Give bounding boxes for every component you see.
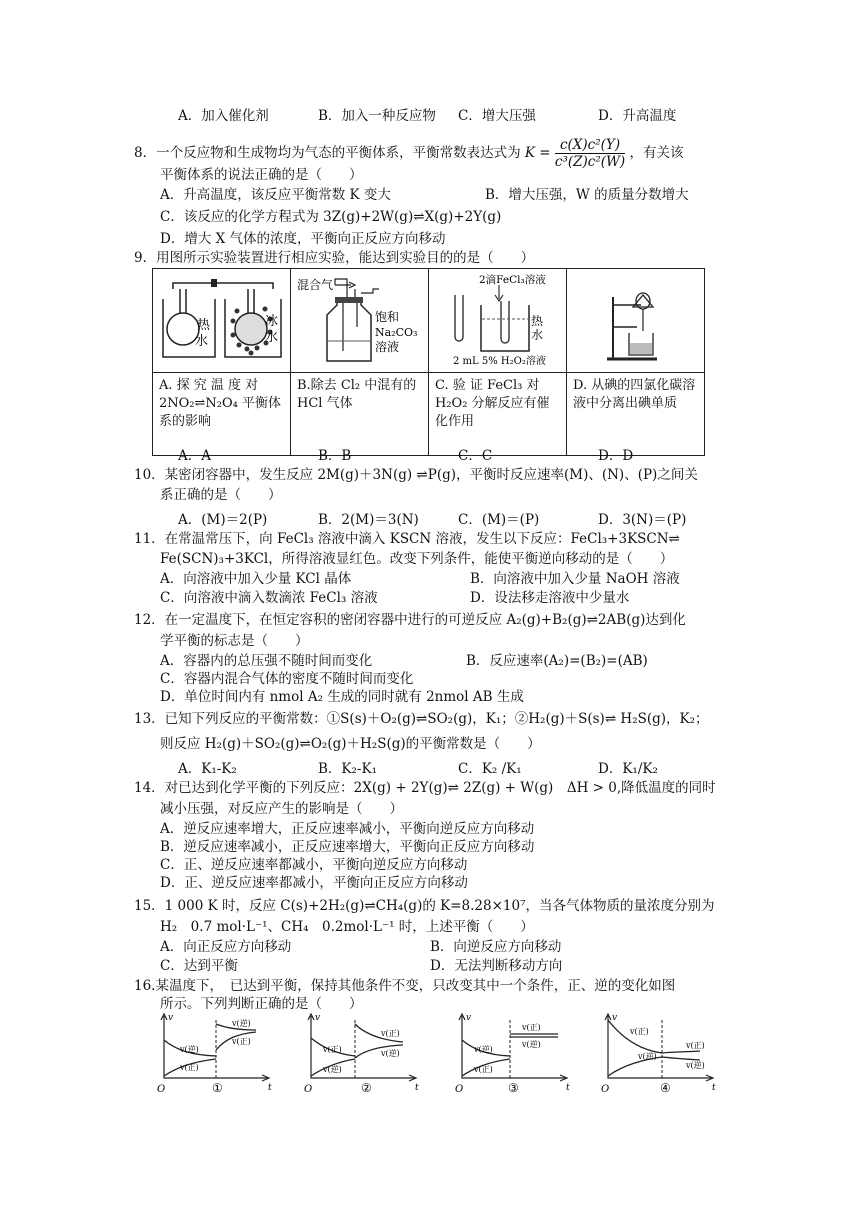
q11-option-d: D．设法移走溶液中少量水 [470,590,630,606]
q11-stem-line2: Fe(SCN)₃+3KCl，所得溶液显红色。改变下列条件，能使平衡逆向移动的是（ ） [160,551,674,567]
q11-option-b: B．向溶液中加入少量 NaOH 溶液 [470,571,680,587]
q9-stem: 9．用图所示实验装置进行相应实验，能达到实验目的的是（ ） [134,250,535,266]
graph-2-v-axis: v [315,1013,321,1023]
graph-4-fwd: v(正) [630,1027,649,1036]
graph-3-number: ③ [508,1081,519,1095]
label-b-solution: 溶液 [375,340,400,354]
rate-graph-4 [600,1010,725,1095]
graph-4-number: ④ [660,1081,671,1095]
q11-option-c: C．向溶液中滴入数滴浓 FeCl₃ 溶液 [160,590,378,606]
q13-stem-line1: 13．已知下列反应的平衡常数：①S(s)＋O₂(g)⇌SO₂(g)，K₁；②H₂(g)＋S(s)⇌ H₂S(g)，K₂； [134,711,709,727]
q14-option-d: D．正、逆反应速率都减小，平衡向正反应方向移动 [160,875,468,891]
rate-graph-2 [303,1010,428,1095]
q13-option-c: C．K₂ /K₁ [458,761,522,777]
q9-experiment-table [152,268,705,456]
q14-option-a: A．逆反应速率增大，正反应速率减小，平衡向逆反应方向移动 [160,821,535,837]
graph-1-rev-after: v(逆) [232,1019,251,1028]
graph-1-rev: v(逆) [180,1045,199,1054]
graph-1-fwd: v(正) [180,1063,199,1072]
apparatus-b-figure [291,269,428,368]
graph-4-origin: O [601,1084,610,1095]
graph-3-t-axis: t [566,1083,570,1093]
q13-option-d: D．K₁/K₂ [598,761,658,777]
graph-4-fwd-after: v(正) [686,1041,705,1050]
q13-options [178,757,738,777]
q15-option-b: B．向逆反应方向移动 [430,939,562,955]
graph-2-number: ② [361,1081,372,1095]
q8-stem-line2: 平衡体系的说法正确的是（ ） [160,167,363,183]
apparatus-c-figure [429,269,566,368]
rate-graph-1 [156,1010,281,1095]
graph-3-v-axis: v [466,1013,472,1023]
q13-stem-line2: 则反应 H₂(g)＋SO₂(g)⇌O₂(g)＋H₂S(g)的平衡常数是（ ） [160,736,541,752]
q9-figure-c [429,269,567,373]
q10-stem-line2: 系正确的是（ ） [160,487,282,503]
q16-stem-line1: 16.某温度下， 已达到平衡，保持其他条件不变，只改变其中一个条件，正、逆的变化如图 [134,978,676,994]
q8-option-a: A．升高温度，该反应平衡常数 K 变大 [160,187,391,203]
q12-option-d: D．单位时间内有 nmol A₂ 生成的同时就有 2nmol AB 生成 [160,689,524,705]
q10-option-b: B．2(M)＝3(N) [318,512,419,528]
q9-caption-c: C. 验 证 FeCl₃ 对 H₂O₂ 分解反应有催化作用 [429,373,567,456]
q7-option-b: B．加入一种反应物 [318,108,436,124]
q8-denominator: c³(Z)c²(W) [554,154,626,170]
q8-stem-text: 8．一个反应物和生成物均为气态的平衡体系，平衡常数表达式为 [134,145,521,161]
label-a-ice-2: 水 [265,330,279,345]
graph-1-v-axis: v [168,1013,174,1023]
label-b-na2co3: Na₂CO₃ [375,326,418,339]
q14-stem-line2: 减小压强，对反应产生的影响是（ ） [160,801,403,817]
graph-2-origin: O [304,1084,313,1095]
q15-stem-line1: 15．1 000 K 时，反应 C(s)+2H₂(g)⇌CH₄(g)的 K=8.28×10⁷，当各气体物质的量浓度分别为 [134,898,715,914]
label-c-h2o2: 2 mL 5% H₂O₂溶液 [453,356,546,367]
q13-option-a: A．K₁-K₂ [178,761,237,777]
q14-option-c: C．正、逆反应速率都减小，平衡向逆反应方向移动 [160,857,468,873]
q10-options [178,508,738,528]
graph-4-v-axis: v [612,1013,618,1023]
label-a-hot-1: 热 [197,318,211,333]
q11-option-a: A．向溶液中加入少量 KCl 晶体 [160,571,352,587]
q9-caption-a: A. 探 究 温 度 对 2NO₂⇌N₂O₄ 平衡体系的影响 [153,373,291,456]
q12-stem-line1: 12．在一定温度下，在恒定容积的密闭容器中进行的可逆反应 A₂(g)+B₂(g)⇌2AB(g)达到化 [134,612,686,628]
graph-2-t-axis: t [415,1083,419,1093]
label-c-hot-2: 水 [531,328,544,342]
q15-stem-line2: H₂ 0.7 mol·L⁻¹、CH₄ 0.2mol·L⁻¹ 时，上述平衡（ ） [160,919,534,935]
label-c-drop: 2滴FeCl₃溶液 [479,274,546,286]
q9-figure-b [291,269,429,373]
q10-option-a: A．(M)＝2(P) [178,512,268,528]
q16-stem-line2: 所示。下列判断正确的是（ ） [160,996,363,1012]
q7-options [178,104,738,124]
graph-3-rev: v(逆) [474,1045,493,1054]
graph-3-rev-after: v(逆) [522,1040,541,1049]
q14-option-b: B．逆反应速率减小，正反应速率增大，平衡向正反应方向移动 [160,839,535,855]
q9-option-d: D．D [598,448,634,464]
q10-option-c: C．(M)＝(P) [458,512,540,528]
graph-2-fwd: v(正) [323,1045,342,1054]
label-a-ice-1: 冰 [265,314,279,329]
q12-option-b: B．反应速率(A₂)=(B₂)=(AB) [466,653,648,669]
graph-4-rev-after: v(逆) [686,1061,705,1070]
q10-stem-line1: 10．某密闭容器中，发生反应 2M(g)＋3N(g) ⇌P(g)，平衡时反应速率(M)、(N)、(P)之间关 [134,467,698,483]
label-a-hot-2: 水 [195,334,209,349]
q7-option-c: C．增大压强 [458,108,536,124]
q9-option-b: B．B [318,448,352,464]
q9-caption-d: D. 从碘的四氯化碳溶液中分离出碘单质 [567,373,705,456]
q8-k-label: K = [524,145,551,161]
q9-options [178,444,738,464]
q9-figure-a [153,269,291,373]
q11-stem-line1: 11．在常温常压下，向 FeCl₃ 溶液中滴入 KSCN 溶液，发生以下反应：FeCl₃+3KSCN⇌ [134,531,680,547]
q9-option-c: C．C [458,448,493,464]
q9-figure-d [567,269,705,373]
q15-option-d: D．无法判断移动方向 [430,958,563,974]
q12-stem-line2: 学平衡的标志是（ ） [160,633,309,649]
q9-caption-b: B.除去 Cl₂ 中混有的 HCl 气体 [291,373,429,456]
q8-k-fraction [555,137,625,170]
graph-2-rev-after: v(逆) [381,1049,400,1058]
graph-3-fwd-after: v(正) [522,1023,541,1032]
graph-1-fwd-after: v(正) [232,1037,251,1046]
graph-4-t-axis: t [712,1083,716,1093]
graph-1-number: ① [212,1081,223,1095]
graph-3-fwd: v(正) [474,1065,493,1074]
q13-option-b: B．K₂-K₁ [318,761,377,777]
q7-option-a: A．加入催化剂 [178,108,269,124]
graph-2-fwd-after: v(正) [381,1029,400,1038]
q8-option-c: C．该反应的化学方程式为 3Z(g)+2W(g)⇌X(g)+2Y(g) [160,209,502,225]
apparatus-d-figure [567,269,704,368]
q8-stem-tail: ，有关该 [629,145,684,161]
graph-1-origin: O [157,1084,166,1095]
graph-4-rev: v(逆) [638,1052,657,1061]
graph-3-origin: O [455,1084,464,1095]
apparatus-a-figure [153,269,290,368]
q15-option-c: C．达到平衡 [160,958,238,974]
rate-graph-3 [454,1010,579,1095]
q9-option-a: A．A [178,448,211,464]
label-c-hot-1: 热 [531,314,544,328]
q8-option-b: B．增大压强，W 的质量分数增大 [485,187,689,203]
q14-stem-line1: 14．对已达到化学平衡的下列反应：2X(g) + 2Y(g)⇌ 2Z(g) + W(g) ΔH > 0,降低温度的同时 [134,780,716,796]
q8-option-d: D．增大 X 气体的浓度，平衡向正反应方向移动 [160,231,446,247]
q8-numerator: c(X)c²(Y) [555,137,625,154]
graph-1-t-axis: t [268,1083,272,1093]
q15-option-a: A．向正反应方向移动 [160,939,292,955]
graph-2-rev: v(逆) [323,1065,342,1074]
q12-option-c: C．容器内混合气体的密度不随时间而变化 [160,671,414,687]
label-b-gas: 混合气 [297,278,334,292]
q10-option-d: D．3(N)＝(P) [598,512,687,528]
label-b-sat: 饱和 [375,310,400,324]
q12-option-a: A．容器内的总压强不随时间而变化 [160,653,373,669]
q7-option-d: D．升高温度 [598,108,677,124]
